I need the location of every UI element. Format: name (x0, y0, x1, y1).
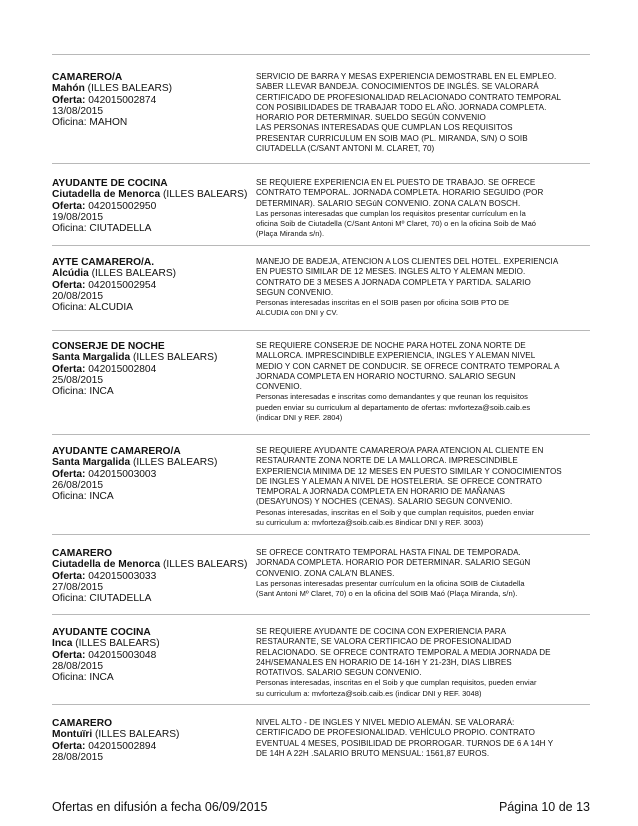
offer-code: 042015002874 (88, 94, 157, 106)
description-line: CERTIFICADO DE PROFESIONALIDAD. VEHÍCULO PROPIO. CONTRATO (256, 728, 535, 738)
job-city: Montuïri (52, 729, 93, 741)
description-line: NIVEL ALTO - DE INGLES Y NIVEL MEDIO ALEMÁN. SE VALORARÁ: (256, 718, 515, 727)
description-line: EVENTUAL 4 MESES, POSIBILIDAD DE PRORROGAR. TURNOS DE 6 A 14H Y (256, 738, 554, 748)
job-title: CAMARERO (52, 718, 112, 729)
contact-instructions-line: pueden enviar su curriculum al departamento de ofertas: mvforteza@soib.caib.es (256, 402, 531, 412)
job-title: AYUDANTE COCINA (52, 627, 151, 638)
offer-label: Oferta: (52, 468, 86, 480)
offer-code: 042015002894 (88, 740, 157, 752)
contact-instructions-line: Las personas interesadas presentar currículum en la oficina SOIB de Ciutadella (256, 578, 525, 588)
offer-code: 042015003048 (88, 649, 157, 661)
separator-line (52, 245, 590, 246)
job-city: Ciutadella de Menorca (52, 189, 161, 201)
job-office: Oficina: CIUTADELLA (52, 593, 152, 605)
job-location (52, 729, 252, 740)
job-location (52, 83, 252, 94)
footer-date-text: Ofertas en difusión a fecha 06/09/2015 (52, 800, 268, 814)
job-office: Oficina: INCA (52, 672, 114, 684)
job-offer-number (52, 571, 252, 582)
job-summary (52, 627, 252, 683)
contact-instructions-line: Personas interesadas inscritas en el SOIB pasen por oficina SOIB PTO DE (256, 298, 510, 308)
contact-instructions-line: Las personas interesadas que cumplan los requisitos presentar currículum en la (256, 208, 526, 218)
job-location (52, 268, 252, 279)
description-line: LAS PERSONAS INTERESADAS QUE CUMPLAN LOS REQUISITOS (256, 123, 513, 133)
job-region: (ILLES BALEARS) (162, 189, 248, 201)
job-title: CONSERJE DE NOCHE (52, 341, 165, 352)
job-summary (52, 341, 252, 397)
separator-line (52, 704, 590, 705)
description-line: DE 14H A 22H .SALARIO BRUTO MENSUAL: 1561,87 EUROS. (256, 748, 490, 758)
description-line: RELACIONADO. SE OFRECE CONTRATO TEMPORAL A MEDIA JORNADA DE (256, 647, 551, 657)
job-title: AYTE CAMARERO/A. (52, 257, 155, 268)
job-office: Oficina: MAHON (52, 117, 128, 129)
offer-label: Oferta: (52, 279, 86, 291)
contact-instructions-line: (indicar DNI y REF. 2804) (256, 413, 343, 423)
job-description (256, 341, 596, 423)
contact-instructions-line: Personas interesadas, inscritas en el Soib y que cumplan requisitos, pueden enviar (256, 678, 537, 688)
description-line: SE OFRECE CONTRATO TEMPORAL HASTA FINAL DE TEMPORADA. (256, 548, 521, 557)
job-office: Oficina: CIUTADELLA (52, 223, 152, 235)
separator-line (52, 614, 590, 615)
job-office: Oficina: INCA (52, 386, 114, 398)
description-line: ROTATIVOS. SALARIO SEGUN CONVENIO. (256, 668, 422, 678)
job-city: Santa Margalida (52, 352, 131, 364)
offer-label: Oferta: (52, 363, 86, 375)
job-city: Mahón (52, 83, 85, 95)
job-region: (ILLES BALEARS) (162, 559, 248, 571)
offer-code: 042015002950 (88, 200, 157, 212)
job-date: 13/08/2015 (52, 105, 103, 117)
description-line: DETERMINAR). SALARIO SEGúN CONVENIO. ZONA CALA'N BOSCH. (256, 198, 521, 208)
separator-line (52, 534, 590, 535)
description-line: SEGUN CONVENIO. (256, 287, 334, 297)
offer-code: 042015002804 (88, 363, 157, 375)
description-line: CERTIFICADO DE PROFESIONALIDAD RELACIONADO CONTRATO TEMPORAL (256, 92, 562, 102)
description-line: EXPERIENCIA MINIMA DE 12 MESES EN PUESTO SIMILAR Y CONOCIMIENTOS (256, 466, 562, 476)
job-summary (52, 548, 252, 604)
description-line: DE INGLES Y ALEMAN A NIVEL DE HOSTELERIA. SE OFRECE CONTRATO (256, 476, 542, 486)
footer-page-number: Página 10 de 13 (498, 800, 590, 814)
offer-code: 042015003033 (88, 570, 157, 582)
description-line: SE REQUIERE EXPERIENCIA EN EL PUESTO DE TRABAJO. SE OFRECE (256, 178, 536, 187)
offer-code: 042015002954 (88, 279, 157, 291)
contact-instructions-line: ALCUDIA con DNI y CV. (256, 308, 339, 318)
description-line: SE REQUIERE CONSERJE DE NOCHE PARA HOTEL ZONA NORTE DE (256, 341, 526, 350)
job-city: Ciutadella de Menorca (52, 559, 161, 571)
description-line: PRESENTAR CURRICULUM EN SOIB MAO (PL. MIRANDA, S/N) O SOIB (256, 133, 528, 143)
description-line: MANEJO DE BADEJA, ATENCION A LOS CLIENTES DEL HOTEL. EXPERIENCIA (256, 257, 559, 266)
job-office: Oficina: ALCUDIA (52, 302, 133, 314)
job-title: CAMARERO (52, 548, 112, 559)
description-line: CONTRATO TEMPORAL. JORNADA COMPLETA. HORARIO SEGUIDO (POR (256, 188, 544, 198)
job-city: Inca (52, 638, 73, 650)
job-offer-number (52, 469, 252, 480)
offer-label: Oferta: (52, 649, 86, 661)
job-date: 28/08/2015 (52, 751, 103, 763)
description-line: (DESAYUNOS) Y NOCHES (CENAS). SALARIO SEGUN CONVENIO. (256, 497, 513, 507)
job-description (256, 257, 596, 319)
contact-instructions-line: su curriculum a: mvforteza@soib.caib.es 8indicar DNI y REF. 3003) (256, 518, 484, 528)
job-location (52, 189, 252, 200)
job-summary (52, 257, 252, 313)
job-title: AYUDANTE CAMARERO/A (52, 446, 181, 457)
job-date: 26/08/2015 (52, 479, 103, 491)
job-region: (ILLES BALEARS) (132, 352, 218, 364)
description-line: CONVENIO. ZONA CALA'N BLANES. (256, 568, 395, 578)
job-description (256, 627, 596, 699)
job-offer-number (52, 741, 252, 752)
offer-label: Oferta: (52, 740, 86, 752)
description-line: JORNADA COMPLETA EN HORARIO NOCTURNO. SALARIO SEGUN (256, 371, 516, 381)
job-offer-number (52, 95, 252, 106)
job-location (52, 638, 252, 649)
description-line: CONTRATO DE 3 MESES A JORNADA COMPLETA Y PARTIDA. SALARIO (256, 277, 531, 287)
job-summary (52, 178, 252, 234)
contact-instructions-line: Personas interesadas e inscritas como demandantes y que reunan los requisitos (256, 392, 528, 402)
job-region: (ILLES BALEARS) (91, 268, 177, 280)
contact-instructions-line: (Sant Antoni Mº Claret, 70) o en la oficina del SOIB Maó (Plaça Miranda, s/n). (256, 589, 518, 599)
contact-instructions-line: su curriculum a: mvforteza@soib.caib.es (indicar DNI y REF. 3048) (256, 688, 482, 698)
job-region: (ILLES BALEARS) (95, 729, 180, 741)
description-line: TEMPORAL A JORNADA COMPLETA EN HORARIO DE MAÑANAS (256, 487, 505, 497)
description-line: SERVICIO DE BARRA Y MESAS EXPERIENCIA DEMOSTRABL EN EL EMPLEO. (256, 72, 557, 81)
offer-label: Oferta: (52, 570, 86, 582)
job-description (256, 446, 596, 528)
contact-instructions-line: oficina Soib de Ciutadella (C/Sant Antoni Mº Claret, 70) o en la oficina Soib de Maó (256, 219, 537, 229)
job-offer-number (52, 280, 252, 291)
separator-line (52, 163, 590, 164)
offer-label: Oferta: (52, 200, 86, 212)
job-city: Santa Margalida (52, 457, 131, 469)
job-summary (52, 718, 252, 763)
job-region: (ILLES BALEARS) (75, 638, 160, 650)
description-line: RESTAURANTE ZONA NORTE DE LA MALLORCA. IMPRESCINDIBLE (256, 456, 518, 466)
job-region: (ILLES BALEARS) (87, 83, 173, 95)
job-description (256, 718, 596, 759)
job-offer-number (52, 364, 252, 375)
description-line: RESTAURANTE, SE VALORA CERTIFICAO DE PROFESIONALIDAD (256, 637, 512, 647)
job-office: Oficina: INCA (52, 491, 114, 503)
contact-instructions-line: Pesonas interesadas, inscritas en el Soib y que cumplan requisitos, pueden enviar (256, 507, 534, 517)
separator-line (52, 330, 590, 331)
job-description (256, 178, 596, 240)
separator-line (52, 54, 590, 55)
description-line: MEDIO Y CON CARNET DE CONDUCIR. SE OFRECE CONTRATO TEMPORAL A (256, 361, 560, 371)
description-line: CIUTADELLA (C/SANT ANTONI M. CLARET, 70) (256, 144, 435, 154)
job-location (52, 457, 252, 468)
description-line: CONVENIO. (256, 382, 302, 392)
job-summary (52, 72, 252, 128)
job-summary (52, 446, 252, 502)
offer-label: Oferta: (52, 94, 86, 106)
job-offer-number (52, 201, 252, 212)
offer-code: 042015003003 (88, 468, 157, 480)
job-offer-number (52, 650, 252, 661)
job-date: 27/08/2015 (52, 581, 103, 593)
description-line: 24H/SEMANALES EN HORARIO DE 14-16H Y 21-23H, DIAS LIBRES (256, 657, 512, 667)
job-location (52, 559, 252, 570)
job-date: 25/08/2015 (52, 374, 103, 386)
job-city: Alcúdia (52, 268, 89, 280)
job-title: CAMARERO/A (52, 72, 123, 83)
job-description (256, 72, 596, 154)
description-line: SE REQUIERE AYUDANTE DE COCINA CON EXPERIENCIA PARA (256, 627, 507, 636)
separator-line (52, 434, 590, 435)
description-line: HORARIO POR DETERMINAR. SUELDO SEGÚN CONVENIO (256, 113, 486, 123)
job-date: 20/08/2015 (52, 290, 103, 302)
job-description (256, 548, 596, 599)
job-date: 19/08/2015 (52, 211, 103, 223)
contact-instructions-line: (Plaça Miranda s/n). (256, 229, 325, 239)
description-line: EN PUESTO SIMILAR DE 12 MESES. INGLES ALTO Y ALEMAN MEDIO. (256, 267, 526, 277)
job-region: (ILLES BALEARS) (132, 457, 218, 469)
job-location (52, 352, 252, 363)
description-line: MALLORCA. IMPRESCINDIBLE EXPERIENCIA, INGLES Y ALEMAN NIVEL (256, 351, 536, 361)
description-line: JORNADA COMPLETA. HORARIO POR DETERMINAR. SALARIO SEGúN (256, 558, 531, 568)
description-line: SE REQUIERE AYUDANTE CAMARERO/A PARA ATENCION AL CLIENTE EN (256, 446, 544, 455)
description-line: SABER LLEVAR BANDEJA. CONOCIMIENTOS DE INGLÉS. SE VALORARÁ (256, 82, 539, 92)
job-date: 28/08/2015 (52, 660, 103, 672)
job-title: AYUDANTE DE COCINA (52, 178, 168, 189)
description-line: CON POSIBILIDADES DE TRABAJAR TODO EL AÑO. JORNADA COMPLETA. (256, 102, 547, 112)
